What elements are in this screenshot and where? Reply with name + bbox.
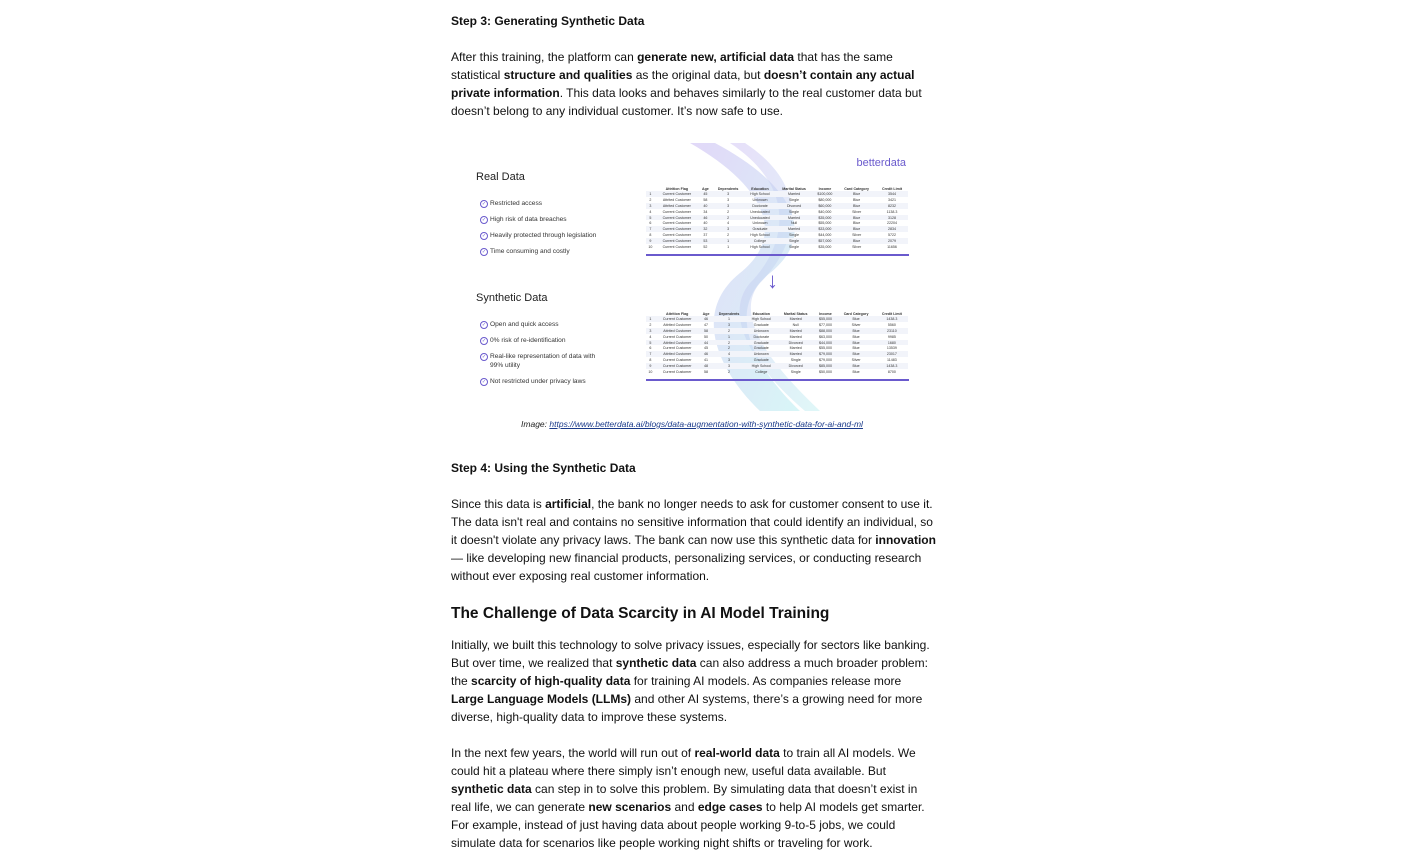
table-cell: 45 bbox=[704, 346, 709, 351]
table-cell: Married bbox=[776, 191, 813, 197]
table-cell: 44 bbox=[700, 340, 713, 346]
table-cell: 3 bbox=[646, 203, 655, 209]
table-cell: Current Customer bbox=[655, 238, 699, 244]
table-cell: Single bbox=[789, 197, 800, 202]
synthetic-data-table bbox=[646, 311, 908, 375]
table-cell: 4 bbox=[649, 209, 652, 214]
table-cell: Blue bbox=[837, 226, 876, 232]
table-cell: $55,000 bbox=[818, 346, 832, 351]
table-cell: Current Customer bbox=[662, 221, 692, 226]
table-cell: 4 bbox=[649, 334, 652, 339]
table-cell: Single bbox=[776, 238, 813, 244]
arrow-down-icon: ↓ bbox=[767, 268, 778, 293]
table-cell: Married bbox=[777, 328, 815, 334]
table-cell: 58 bbox=[700, 328, 713, 334]
table-cell: Unknown bbox=[752, 197, 768, 202]
step4-heading: Step 4: Using the Synthetic Data bbox=[451, 461, 636, 475]
table-cell: 1 bbox=[712, 238, 745, 244]
table-cell: $35,000 bbox=[813, 215, 838, 221]
table-cell: Single bbox=[790, 358, 801, 363]
table-cell: 10 bbox=[648, 244, 653, 249]
table-cell: 23110 bbox=[876, 328, 908, 334]
table-cell: Divorced bbox=[777, 340, 815, 346]
table-cell: 58 bbox=[704, 369, 709, 374]
table-cell: $50,000 bbox=[818, 369, 832, 374]
table-cell: 46 bbox=[700, 351, 713, 357]
table-cell: College bbox=[744, 238, 775, 244]
table-cell: 3421 bbox=[888, 197, 897, 202]
table-cell: 9985 bbox=[887, 334, 896, 339]
table-cell: $79,000 bbox=[818, 358, 832, 363]
table-cell: Blue bbox=[852, 369, 860, 374]
text-run: that has the same statistical bbox=[451, 50, 893, 82]
column-header: Education bbox=[752, 311, 770, 316]
bold-text: edge cases bbox=[697, 800, 763, 814]
table-cell: Blue bbox=[836, 316, 875, 322]
table-cell: Current Customer bbox=[655, 363, 700, 369]
table-cell: Married bbox=[776, 226, 813, 232]
column-header: Marital Status bbox=[782, 186, 806, 191]
table-cell: High School bbox=[750, 244, 770, 249]
table-cell: Blue bbox=[836, 340, 875, 346]
table-cell: 3 bbox=[712, 203, 745, 209]
text-run: for training AI models. As companies release more bbox=[630, 674, 902, 688]
text-run: After this training, the platform can bbox=[451, 50, 638, 64]
caption-prefix: Image: bbox=[521, 419, 550, 429]
real-table-underline bbox=[646, 254, 909, 256]
list-item bbox=[480, 231, 600, 240]
table-cell: 2 bbox=[728, 346, 731, 351]
table-cell: $55,000 bbox=[814, 316, 836, 322]
table-cell: Single bbox=[789, 233, 800, 238]
column-header: Attrition Flag bbox=[666, 311, 689, 316]
table-cell: 53 bbox=[699, 238, 712, 244]
table-cell: 8 bbox=[649, 233, 652, 238]
table-cell: $77,000 bbox=[818, 322, 832, 327]
table-cell: Current Customer bbox=[662, 233, 692, 238]
table-cell: Married bbox=[789, 334, 802, 339]
table-cell: 40 bbox=[703, 221, 708, 226]
caption-link[interactable]: https://www.betterdata.ai/blogs/data-augmentation-with-synthetic-data-for-ai-and-ml bbox=[549, 419, 863, 429]
table-cell: 13539 bbox=[886, 346, 897, 351]
list-item bbox=[480, 199, 600, 208]
table-cell: Silver bbox=[851, 322, 861, 327]
table-cell: 37 bbox=[703, 233, 708, 238]
table-cell: $44,000 bbox=[814, 340, 836, 346]
table-cell: 2079 bbox=[876, 238, 908, 244]
table-cell: 1680 bbox=[876, 340, 908, 346]
check-circle-icon: ✓ bbox=[481, 217, 487, 223]
table-cell: Married bbox=[777, 316, 815, 322]
table-cell: High School bbox=[746, 316, 777, 322]
column-header: Credit Limit bbox=[881, 311, 902, 316]
table-row bbox=[646, 369, 908, 375]
table-cell: 58 bbox=[703, 197, 708, 202]
table-cell: $88,000 bbox=[814, 328, 836, 334]
table-cell: Silver bbox=[851, 358, 861, 363]
table-cell: Doctorate bbox=[753, 334, 770, 339]
table-cell: 6 bbox=[649, 221, 652, 226]
table-cell: Current Customer bbox=[662, 358, 692, 363]
bold-text: synthetic data bbox=[451, 782, 532, 796]
table-cell: 3544 bbox=[876, 191, 908, 197]
table-cell: 23017 bbox=[876, 351, 908, 357]
table-cell: 11483 bbox=[886, 358, 897, 363]
table-cell: Attrited Customer bbox=[655, 351, 700, 357]
table-cell: 2 bbox=[727, 233, 730, 238]
column-header: Education bbox=[751, 186, 769, 191]
list-item bbox=[480, 352, 600, 370]
bold-text: real-world data bbox=[694, 746, 780, 760]
bold-text: generate new, artificial data bbox=[637, 50, 795, 64]
list-item-label: Not restricted under privacy laws bbox=[490, 378, 586, 385]
check-circle-icon: ✓ bbox=[481, 201, 487, 207]
table-cell: 3 bbox=[728, 322, 731, 327]
table-cell: 9 bbox=[646, 363, 655, 369]
table-cell: 3 bbox=[727, 197, 730, 202]
table-cell: 7 bbox=[646, 351, 655, 357]
table-cell: 1 bbox=[727, 244, 730, 249]
table-cell: 46 bbox=[700, 316, 713, 322]
table-cell: 1438.3 bbox=[876, 316, 908, 322]
list-item-label: Restricted access bbox=[490, 200, 543, 207]
table-cell: Blue bbox=[836, 328, 875, 334]
table-cell: 1 bbox=[728, 334, 731, 339]
table-cell: Current Customer bbox=[655, 215, 699, 221]
table-cell: $79,000 bbox=[814, 351, 836, 357]
table-cell: Silver bbox=[852, 233, 862, 238]
table-cell: 2 bbox=[727, 209, 730, 214]
table-cell: Current Customer bbox=[655, 316, 700, 322]
table-cell: 48 bbox=[700, 363, 713, 369]
list-item-label: Heavily protected through legislation bbox=[490, 232, 597, 239]
table-cell: 45 bbox=[699, 191, 712, 197]
real-data-points bbox=[480, 199, 600, 263]
table-cell: 34 bbox=[703, 209, 708, 214]
bold-text: new scenarios bbox=[588, 800, 672, 814]
table-cell: 22204 bbox=[887, 221, 898, 226]
table-cell: $57,000 bbox=[813, 238, 838, 244]
table-cell: 52 bbox=[703, 244, 708, 249]
table-cell: $40,000 bbox=[818, 209, 832, 214]
table-cell: 5 bbox=[646, 215, 655, 221]
text-run: can also address a much broader problem: the bbox=[451, 656, 928, 688]
table-cell: High School bbox=[750, 233, 770, 238]
table-cell: Attrited Customer bbox=[662, 197, 691, 202]
synthetic-data-title: Synthetic Data bbox=[476, 292, 548, 304]
column-header: Income bbox=[818, 186, 832, 191]
table-cell: Null bbox=[792, 322, 799, 327]
list-item-label: High risk of data breaches bbox=[490, 216, 567, 223]
table-cell: Single bbox=[789, 209, 800, 214]
column-header: Income bbox=[819, 311, 832, 316]
table-cell: Blue bbox=[837, 203, 876, 209]
column-header: Credit Limit bbox=[882, 186, 903, 191]
table-cell: Divorced bbox=[776, 203, 813, 209]
table-cell: Current Customer bbox=[662, 209, 692, 214]
table-cell: Silver bbox=[852, 244, 862, 249]
column-header: Card Category bbox=[844, 186, 870, 191]
table-cell: 1438.3 bbox=[876, 363, 908, 369]
bold-text: structure and qualities bbox=[503, 68, 633, 82]
table-cell: $33,000 bbox=[813, 226, 838, 232]
table-cell: 1138.3 bbox=[886, 209, 898, 214]
table-row bbox=[646, 244, 908, 250]
table-cell: Uneducated bbox=[744, 215, 775, 221]
table-cell: 2 bbox=[649, 322, 652, 327]
list-item bbox=[480, 247, 600, 256]
bold-text: artificial bbox=[545, 497, 592, 511]
table-cell: 2 bbox=[712, 215, 745, 221]
text-run: Since this data is bbox=[451, 497, 546, 511]
table-cell: College bbox=[755, 369, 768, 374]
table-cell: Divorced bbox=[777, 363, 815, 369]
table-cell: 41 bbox=[704, 358, 709, 363]
table-cell: Uneducated bbox=[750, 209, 770, 214]
text-run: In the next few years, the world will run out of bbox=[451, 746, 695, 760]
table-cell: $60,000 bbox=[813, 203, 838, 209]
section-heading: The Challenge of Data Scarcity in AI Model Training bbox=[451, 605, 830, 622]
table-cell: 3 bbox=[646, 328, 655, 334]
table-cell: 32 bbox=[699, 226, 712, 232]
table-cell: $44,000 bbox=[818, 233, 832, 238]
table-cell: Attrited Customer bbox=[663, 322, 692, 327]
table-cell: Graduate bbox=[753, 358, 769, 363]
list-item bbox=[480, 336, 600, 345]
table-cell: Graduate bbox=[746, 340, 777, 346]
table-cell: Null bbox=[790, 221, 798, 226]
table-cell: Current Customer bbox=[662, 369, 692, 374]
table-cell: Current Customer bbox=[662, 334, 692, 339]
table-cell: 3128 bbox=[876, 215, 908, 221]
table-cell: Unknown bbox=[746, 328, 777, 334]
check-circle-icon: ✓ bbox=[481, 354, 487, 360]
table-cell: Blue bbox=[837, 238, 876, 244]
table-cell: 5560 bbox=[887, 322, 896, 327]
table-cell: Silver bbox=[852, 209, 862, 214]
table-cell: 3 bbox=[713, 363, 746, 369]
step4-paragraph bbox=[451, 495, 936, 585]
text-run: . This data looks and behaves similarly to the real customer data but doesn’t belong to any individual customer. It’s now safe to use. bbox=[451, 86, 922, 118]
column-header: Marital Status bbox=[783, 311, 808, 316]
table-cell: Current Customer bbox=[662, 244, 692, 249]
table-cell: High School bbox=[746, 363, 777, 369]
table-cell: Married bbox=[776, 215, 813, 221]
column-header: Age bbox=[702, 311, 710, 316]
table-cell: 3 bbox=[712, 191, 745, 197]
table-cell: Blue bbox=[853, 197, 861, 202]
step3-paragraph bbox=[451, 48, 936, 120]
bold-text: synthetic data bbox=[615, 656, 697, 670]
column-header: Dependents bbox=[718, 311, 740, 316]
table-cell: Graduate bbox=[753, 346, 769, 351]
table-cell: 8700 bbox=[887, 369, 896, 374]
step3-heading: Step 3: Generating Synthetic Data bbox=[451, 14, 645, 28]
table-cell: 40 bbox=[699, 203, 712, 209]
table-cell: 47 bbox=[704, 322, 709, 327]
table-cell: 9 bbox=[646, 238, 655, 244]
table-cell: Blue bbox=[837, 215, 876, 221]
table-cell: Married bbox=[789, 346, 802, 351]
table-cell: Attrited Customer bbox=[655, 340, 700, 346]
table-cell: 2 bbox=[713, 340, 746, 346]
table-cell: 4 bbox=[727, 221, 730, 226]
table-cell: Blue bbox=[836, 363, 875, 369]
table-cell: 3 bbox=[712, 226, 745, 232]
table-cell: 50 bbox=[704, 334, 709, 339]
table-cell: Single bbox=[790, 369, 801, 374]
list-item-label: Real-like representation of data with 99% utility bbox=[490, 353, 596, 369]
text-run: to help AI models get smarter. For example, instead of just having data about people working 9-to-5 jobs, we could simulate data for scenarios like people working night shifts or traveling for work. bbox=[451, 800, 925, 850]
table-cell: Graduate bbox=[744, 226, 775, 232]
table-cell: $35,000 bbox=[818, 244, 832, 249]
text-run: as the original data, but bbox=[632, 68, 764, 82]
table-cell: 8 bbox=[649, 358, 652, 363]
table-cell: Unknown bbox=[752, 221, 768, 226]
table-cell: Blue bbox=[852, 334, 860, 339]
bold-text: Large Language Models (LLMs) bbox=[451, 692, 632, 706]
table-cell: Current Customer bbox=[655, 226, 699, 232]
table-cell: Graduate bbox=[753, 322, 769, 327]
table-cell: Attrited Customer bbox=[655, 328, 700, 334]
table-cell: 4 bbox=[713, 351, 746, 357]
list-item bbox=[480, 377, 600, 386]
text-run: can step in to solve this problem. By simulating data that doesn’t exist in real life, we can generate bbox=[451, 782, 918, 814]
text-run: , the bank no longer needs to ask for customer consent to use it. The data isn't real and contains no sensitive information that could identify an individual, so it doesn't violate any privacy laws. The bank can now use this synthetic data for bbox=[451, 497, 933, 547]
list-item bbox=[480, 215, 600, 224]
table-cell: $55,000 bbox=[818, 221, 832, 226]
table-cell: Single bbox=[789, 244, 800, 249]
column-header: Dependents bbox=[717, 186, 739, 191]
challenge-paragraph-2 bbox=[451, 744, 936, 852]
table-cell: Current Customer bbox=[662, 346, 692, 351]
table-cell: 1 bbox=[713, 316, 746, 322]
comparison-figure bbox=[460, 143, 912, 411]
table-cell: 10 bbox=[648, 369, 653, 374]
list-item bbox=[480, 320, 600, 329]
table-cell: Blue bbox=[837, 191, 876, 197]
table-cell: 1 bbox=[646, 316, 655, 322]
check-circle-icon: ✓ bbox=[481, 379, 487, 385]
table-cell: 1 bbox=[646, 191, 655, 197]
challenge-paragraph-1 bbox=[451, 636, 936, 726]
table-cell: 2834 bbox=[876, 226, 908, 232]
bold-text: scarcity of high-quality data bbox=[471, 674, 631, 688]
bold-text: doesn’t contain any actual private information bbox=[451, 68, 915, 100]
table-cell: Unknown bbox=[746, 351, 777, 357]
list-item-label: Time consuming and costly bbox=[490, 248, 570, 255]
real-data-table bbox=[646, 186, 908, 250]
synthetic-table-underline bbox=[646, 379, 909, 381]
table-cell: High School bbox=[744, 191, 775, 197]
text-run: to train all AI models. We could hit a plateau where there simply isn’t enough new, useful data available. But bbox=[451, 746, 916, 778]
list-item-label: 0% risk of re-identification bbox=[490, 337, 566, 344]
list-item-label: Open and quick access bbox=[490, 321, 559, 328]
text-run: — like developing new financial products, personalizing services, or conducting research without ever exposing real customer information. bbox=[451, 551, 922, 583]
brand-logo: betterdata bbox=[856, 157, 906, 169]
table-cell: Blue bbox=[836, 351, 875, 357]
table-cell: 11656 bbox=[887, 244, 897, 249]
table-cell: 8232 bbox=[876, 203, 908, 209]
check-circle-icon: ✓ bbox=[481, 249, 487, 255]
table-cell: $85,000 bbox=[814, 363, 836, 369]
check-circle-icon: ✓ bbox=[481, 322, 487, 328]
table-cell: $80,000 bbox=[818, 197, 832, 202]
table-cell: $100,000 bbox=[813, 191, 838, 197]
table-cell: 2 bbox=[713, 328, 746, 334]
table-cell: Current Customer bbox=[655, 191, 699, 197]
figure-caption bbox=[451, 419, 933, 429]
table-cell: 2 bbox=[649, 197, 652, 202]
table-cell: Blue bbox=[852, 346, 860, 351]
check-circle-icon: ✓ bbox=[481, 233, 487, 239]
text-run: and other AI systems, there’s a growing need for more diverse, high-quality data to improve these systems. bbox=[451, 692, 923, 724]
table-cell: 46 bbox=[699, 215, 712, 221]
table-cell: 2 bbox=[728, 369, 731, 374]
table-cell: 5 bbox=[646, 340, 655, 346]
text-run: Initially, we built this technology to solve privacy issues, especially for sectors like banking. But over time, we realized that bbox=[451, 638, 930, 670]
table-cell: 3 bbox=[728, 358, 731, 363]
real-data-title: Real Data bbox=[476, 171, 525, 183]
table-cell: Blue bbox=[853, 221, 861, 226]
table-cell: Married bbox=[777, 351, 815, 357]
column-header: Attrition Flag bbox=[665, 186, 689, 191]
table-cell: Attrited Customer bbox=[655, 203, 699, 209]
table-cell: 7 bbox=[646, 226, 655, 232]
check-circle-icon: ✓ bbox=[481, 338, 487, 344]
bold-text: innovation bbox=[875, 533, 936, 547]
text-run: and bbox=[671, 800, 698, 814]
table-cell: 5722 bbox=[888, 233, 897, 238]
table-cell: 6 bbox=[649, 346, 652, 351]
column-header: Card Category bbox=[843, 311, 869, 316]
table-cell: $63,000 bbox=[818, 334, 832, 339]
column-header: Age bbox=[701, 186, 709, 191]
table-cell: Doctorate bbox=[744, 203, 775, 209]
synthetic-data-points bbox=[480, 320, 600, 393]
